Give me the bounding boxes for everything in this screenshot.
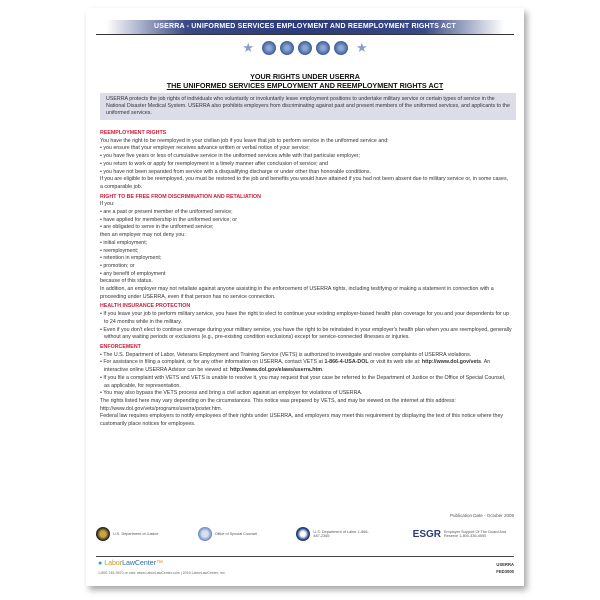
section-heading: ENFORCEMENT xyxy=(100,343,141,350)
air-force-seal-icon xyxy=(334,41,348,55)
publication-date: Publication Date - October 2008 xyxy=(449,513,514,518)
text: Federal law requires employers to notify employees of their rights under USERRA, and employers may meet this requirement by displaying the text of this notice where they customarily place notices for employees. xyxy=(100,413,504,428)
vets-link[interactable]: http://www.dol.gov/vets xyxy=(421,359,482,366)
text: then an employer may not deny you: xyxy=(100,232,186,239)
poster-code xyxy=(496,561,514,575)
list-item: • you have not been separated from service with a disqualifying discharge or under other than honorable conditions. xyxy=(100,168,371,175)
esgr-logo xyxy=(413,529,514,540)
userra-poster xyxy=(86,8,524,586)
advisor-link[interactable]: http://www.dol.gov/elaws/userra.htm xyxy=(230,367,322,374)
code-line: FED3000 xyxy=(496,569,514,574)
list-item: • retention in employment; xyxy=(100,255,162,262)
coast-guard-seal-icon xyxy=(280,41,294,55)
list-item: • you return to work or apply for reemployment in a timely manner after conclusion of service; and xyxy=(100,160,328,167)
logo-label: Office of Special Counsel xyxy=(214,532,258,536)
list-item: • initial employment; xyxy=(100,239,148,246)
list-item: • you ensure that your employer receives advance written or verbal notice of your service; xyxy=(100,145,310,152)
list-item: • The U.S. Department of Labor, Veterans Employment and Training Service (VETS) is authorized to investigate and resolve complaints of USERRA violations. xyxy=(100,351,472,358)
section-heading: RIGHT TO BE FREE FROM DISCRIMINATION AND RETALIATION xyxy=(100,193,261,200)
header-band: USERRA - UNIFORMED SERVICES EMPLOYMENT AND REEMPLOYMENT RIGHTS ACT xyxy=(106,20,504,34)
text: . An interactive online USERRA Advisor can be viewed at: xyxy=(104,359,491,374)
text: The rights listed here may vary depending on the circumstances. This notice was prepared by VETS, and may be viewed on the internet at this address: http://www.dol.gov/vets/programs/userra/poster.htm. xyxy=(100,397,456,412)
army-seal-icon xyxy=(262,41,276,55)
list-item: • any benefit of employment xyxy=(100,270,166,277)
text: • For assistance in filing a complaint, or for any other information on USERRA, contact VETS at xyxy=(100,359,325,366)
list-item: • you have five years or less of cumulative service in the uniformed services while with that particular employer; xyxy=(100,153,361,160)
text: because of this status. xyxy=(100,278,153,285)
dol-logo xyxy=(296,527,373,541)
list-item: • reemployment; xyxy=(100,247,139,254)
divider xyxy=(96,34,514,35)
list-item: • are a past or present member of the uniformed service; xyxy=(100,209,233,216)
service-seals xyxy=(86,41,524,55)
osc-seal-icon xyxy=(198,527,212,541)
list-item: • have applied for membership in the uniformed service; or xyxy=(100,216,237,223)
text: . xyxy=(321,367,324,374)
navy-seal-icon xyxy=(298,41,312,55)
osc-logo xyxy=(198,527,258,541)
page-subtitle: THE UNIFORMED SERVICES EMPLOYMENT AND REEMPLOYMENT RIGHTS ACT xyxy=(166,81,444,90)
poster-body xyxy=(100,128,512,429)
text: If you: xyxy=(100,201,115,208)
text: In addition, an employer may not retaliate against anyone assisting in the enforcement of USERRA rights, including testifying or making a statement in connection with a proceeding under USERRA, even if that person has no service connection. xyxy=(100,286,494,300)
phone-number: 1-866-4-USA-DOL xyxy=(324,359,369,366)
list-item: • Even if you don't elect to continue coverage during your military service, you have the right to be reinstated in your employer's health plan when you are reemployed, generally without any waiting periods or exclusions (e.g., pre-existing condition exclusions) except for service-connected illnesses or injuries. xyxy=(100,326,512,341)
divider xyxy=(96,556,514,557)
star-icon: ★ xyxy=(356,40,368,55)
logo-label: U.S. Department of Justice xyxy=(113,532,159,536)
logo-label: U.S. Department of Labor 1-866-487-2365 xyxy=(313,530,369,538)
laborlawcenter-logo: ● LaborLawCenter™ xyxy=(98,560,163,567)
code-line: USERRA xyxy=(496,562,514,567)
star-icon: ★ xyxy=(242,40,254,55)
text: You have the right to be reemployed in your civilian job if you leave that job to perform service in the uniformed service and: xyxy=(100,137,389,144)
list-item: • If you leave your job to perform military service, you have the right to elect to continue your existing employer-based health plan coverage for you and your dependents for up to 24 months while in the military. xyxy=(100,311,510,325)
page-title: YOUR RIGHTS UNDER USERRA xyxy=(250,72,360,81)
list-item: • If you file a complaint with VETS and VETS is unable to resolve it, you may request that your case be referred to the Department of Justice or the Office of Special Counsel, as applicable, for representation. xyxy=(100,374,506,389)
list-item: • are obligated to serve in the uniformed service; xyxy=(100,224,214,231)
agency-logos xyxy=(96,524,514,544)
esgr-mark: ESGR xyxy=(412,528,441,540)
brand-text: LawCenter xyxy=(122,560,156,567)
dol-seal-icon xyxy=(296,527,310,541)
doj-seal-icon xyxy=(96,527,110,541)
doj-logo xyxy=(96,527,158,541)
list-item: • You may also bypass the VETS process and bring a civil action against an employer for violations of USERRA. xyxy=(100,390,363,397)
section-heading: HEALTH INSURANCE PROTECTION xyxy=(100,303,191,310)
marines-seal-icon xyxy=(316,41,330,55)
text: If you are eligible to be reemployed, you must be restored to the job and benefits you would have attained if you had not been absent due to military service or, in some cases, a comparable job. xyxy=(100,176,509,190)
logo-label: Employer Support Of The Guard And Reserve 1-800-336-4590 xyxy=(444,530,507,538)
text: or visit its web site at: xyxy=(368,359,422,366)
brand-text: Labor xyxy=(104,560,123,567)
list-item: • promotion; or xyxy=(100,262,135,269)
list-item xyxy=(100,359,512,374)
intro-box: USERRA protects the job rights of individuals who voluntarily or involuntarily leave employment positions to undertake military service or certain types of service in the National Disaster Medical System. USERRA also prohibits employers from discriminating against past and present members of the uniformed services, and applicants to the uniformed services. xyxy=(100,93,516,120)
footer-contact: 1-800-745-9970 or visit: www.LaborLawCenter.com | 2016 LaborLawCenter, Inc. xyxy=(98,571,226,575)
section-heading: REEMPLOYMENT RIGHTS xyxy=(100,130,167,136)
